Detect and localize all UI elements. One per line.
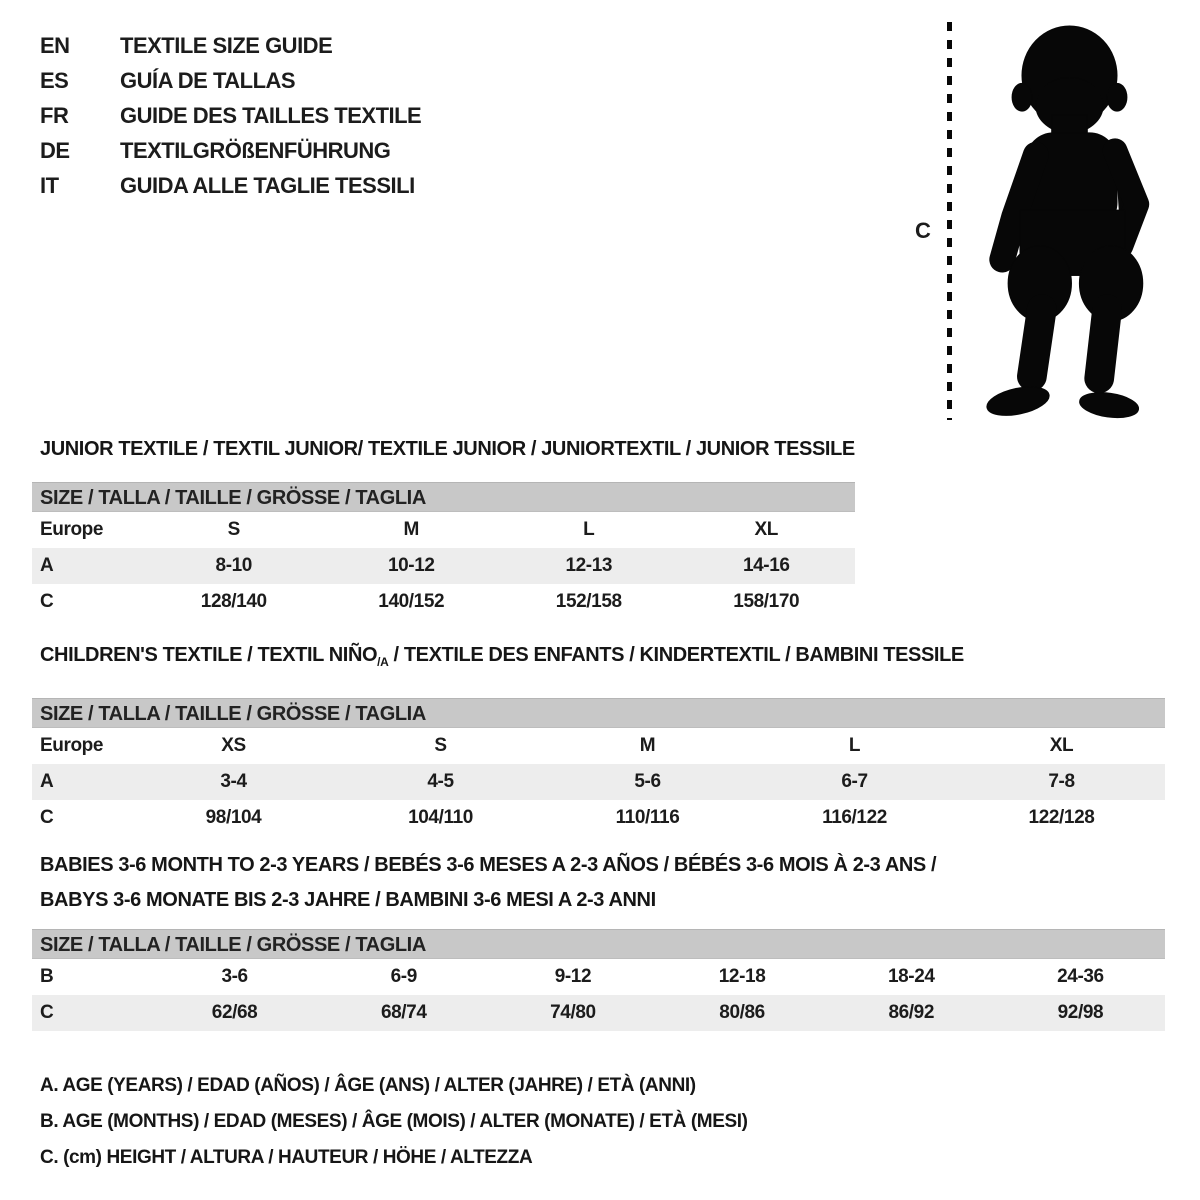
section-title — [32, 848, 1165, 918]
cell-value: 116/122 — [822, 807, 887, 828]
language-code: EN — [40, 33, 70, 58]
table-row — [32, 959, 1165, 995]
section-title-line — [40, 642, 1165, 675]
language-label: GUIDE DES TAILLES TEXTILE — [120, 103, 422, 128]
cell-value: 104/110 — [408, 807, 473, 828]
cell-value: S — [227, 519, 240, 540]
cell-value: 62/68 — [211, 1002, 258, 1023]
cell-value: 122/128 — [1028, 807, 1095, 828]
language-code: DE — [40, 138, 70, 163]
table-row — [32, 764, 1165, 800]
section-title — [32, 436, 855, 462]
language-label: TEXTILGRÖßENFÜHRUNG — [120, 138, 391, 163]
language-code: IT — [40, 173, 59, 198]
cell-value: 158/170 — [733, 591, 800, 612]
row-label: A — [40, 771, 54, 792]
row-label: Europe — [40, 735, 104, 756]
title-text: BABIES 3-6 MONTH TO 2-3 YEARS / BEBÉS 3-6 MESES A 2-3 AÑOS / BÉBÉS 3-6 MOIS À 2-3 ANS / — [40, 854, 937, 876]
language-label: TEXTILE SIZE GUIDE — [120, 33, 333, 58]
title-text: BABYS 3-6 MONATE BIS 2-3 JAHRE / BAMBINI 3-6 MESI A 2-3 ANNI — [40, 889, 656, 911]
cell-value: 6-9 — [390, 966, 417, 987]
cell-value: S — [434, 735, 447, 756]
legend-line: B. AGE (MONTHS) / EDAD (MESES) / ÂGE (MOIS) / ALTER (MONATE) / ETÀ (MESI) — [40, 1111, 748, 1132]
language-row — [40, 63, 421, 98]
cell-value: XL — [1049, 735, 1074, 756]
row-label: C — [40, 591, 54, 612]
cell-value: 24-36 — [1057, 966, 1104, 987]
cell-value: 9-12 — [554, 966, 592, 987]
section-title — [32, 642, 1165, 675]
table-row — [32, 512, 855, 548]
row-label: B — [40, 966, 54, 987]
cell-value: M — [403, 519, 419, 540]
title-text: JUNIOR TEXTILE / TEXTIL JUNIOR/ TEXTILE JUNIOR / JUNIORTEXTIL / JUNIOR TESSILE — [40, 438, 855, 460]
language-label: GUÍA DE TALLAS — [120, 68, 296, 93]
cell-value: 3-4 — [220, 771, 247, 792]
table-row — [32, 548, 855, 584]
table-row — [32, 995, 1165, 1031]
cell-value: L — [583, 519, 595, 540]
cell-value: 98/104 — [205, 807, 262, 828]
cell-value: 3-6 — [221, 966, 248, 987]
cell-value: 128/140 — [200, 591, 267, 612]
language-code: ES — [40, 68, 69, 93]
table-row — [32, 584, 855, 620]
section-babies-textile — [32, 848, 1165, 1031]
cell-value: 12-13 — [565, 555, 613, 576]
cell-value: 4-5 — [427, 771, 454, 792]
cell-value: XS — [221, 735, 246, 756]
language-list — [40, 28, 421, 203]
language-code: FR — [40, 103, 69, 128]
table-row — [32, 728, 1165, 764]
legend-line: C. (cm) HEIGHT / ALTURA / HAUTEUR / HÖHE / ALTEZZA — [40, 1147, 533, 1168]
cell-value: 12-18 — [718, 966, 766, 987]
cell-value: 68/74 — [380, 1002, 427, 1023]
table-row — [32, 800, 1165, 836]
size-header-bar: SIZE / TALLA / TAILLE / GRÖSSE / TAGLIA — [32, 482, 855, 512]
cell-value: 10-12 — [387, 555, 435, 576]
legend — [40, 1068, 748, 1176]
cell-value: M — [639, 735, 656, 756]
toddler-silhouette-icon — [967, 24, 1172, 420]
cell-value: 86/92 — [888, 1002, 935, 1023]
cell-value: 152/158 — [555, 591, 622, 612]
cell-value: 14-16 — [742, 555, 790, 576]
title-text: / TEXTILE DES ENFANTS / KINDERTEXTIL / BAMBINI TESSILE — [388, 644, 964, 666]
cell-value: 110/116 — [615, 807, 680, 828]
cell-value: 5-6 — [634, 771, 661, 792]
size-header-bar: SIZE / TALLA / TAILLE / GRÖSSE / TAGLIA — [32, 698, 1165, 728]
cell-value: 18-24 — [887, 966, 935, 987]
language-row — [40, 98, 421, 133]
section-title-line — [40, 883, 1165, 918]
row-label: C — [40, 807, 54, 828]
row-label: C — [40, 1002, 54, 1023]
section-title-line — [40, 848, 1165, 883]
measure-label-c: C — [915, 218, 931, 243]
language-row — [40, 168, 421, 203]
height-dashed-line — [947, 22, 952, 420]
size-header-bar: SIZE / TALLA / TAILLE / GRÖSSE / TAGLIA — [32, 929, 1165, 959]
cell-value: XL — [754, 519, 778, 540]
cell-value: L — [848, 735, 861, 756]
section-children-textile — [32, 642, 1165, 836]
title-text: CHILDREN'S TEXTILE / TEXTIL NIÑO — [40, 644, 378, 666]
cell-value: 8-10 — [215, 555, 252, 576]
language-label: GUIDA ALLE TAGLIE TESSILI — [120, 173, 415, 198]
cell-value: 80/86 — [719, 1002, 765, 1023]
cell-value: 6-7 — [841, 771, 868, 792]
cell-value: 140/152 — [378, 591, 445, 612]
section-title-line — [40, 436, 855, 462]
cell-value: 92/98 — [1057, 1002, 1104, 1023]
cell-value: 74/80 — [550, 1002, 596, 1023]
title-text: /A — [377, 655, 389, 669]
legend-line: A. AGE (YEARS) / EDAD (AÑOS) / ÂGE (ANS) / ALTER (JAHRE) / ETÀ (ANNI) — [40, 1075, 696, 1096]
row-label: Europe — [40, 519, 104, 540]
size-figure — [903, 18, 1183, 422]
cell-value: 7-8 — [1048, 771, 1075, 792]
language-row — [40, 133, 421, 168]
row-label: A — [40, 555, 54, 576]
section-junior-textile — [32, 436, 855, 620]
language-row — [40, 28, 421, 63]
